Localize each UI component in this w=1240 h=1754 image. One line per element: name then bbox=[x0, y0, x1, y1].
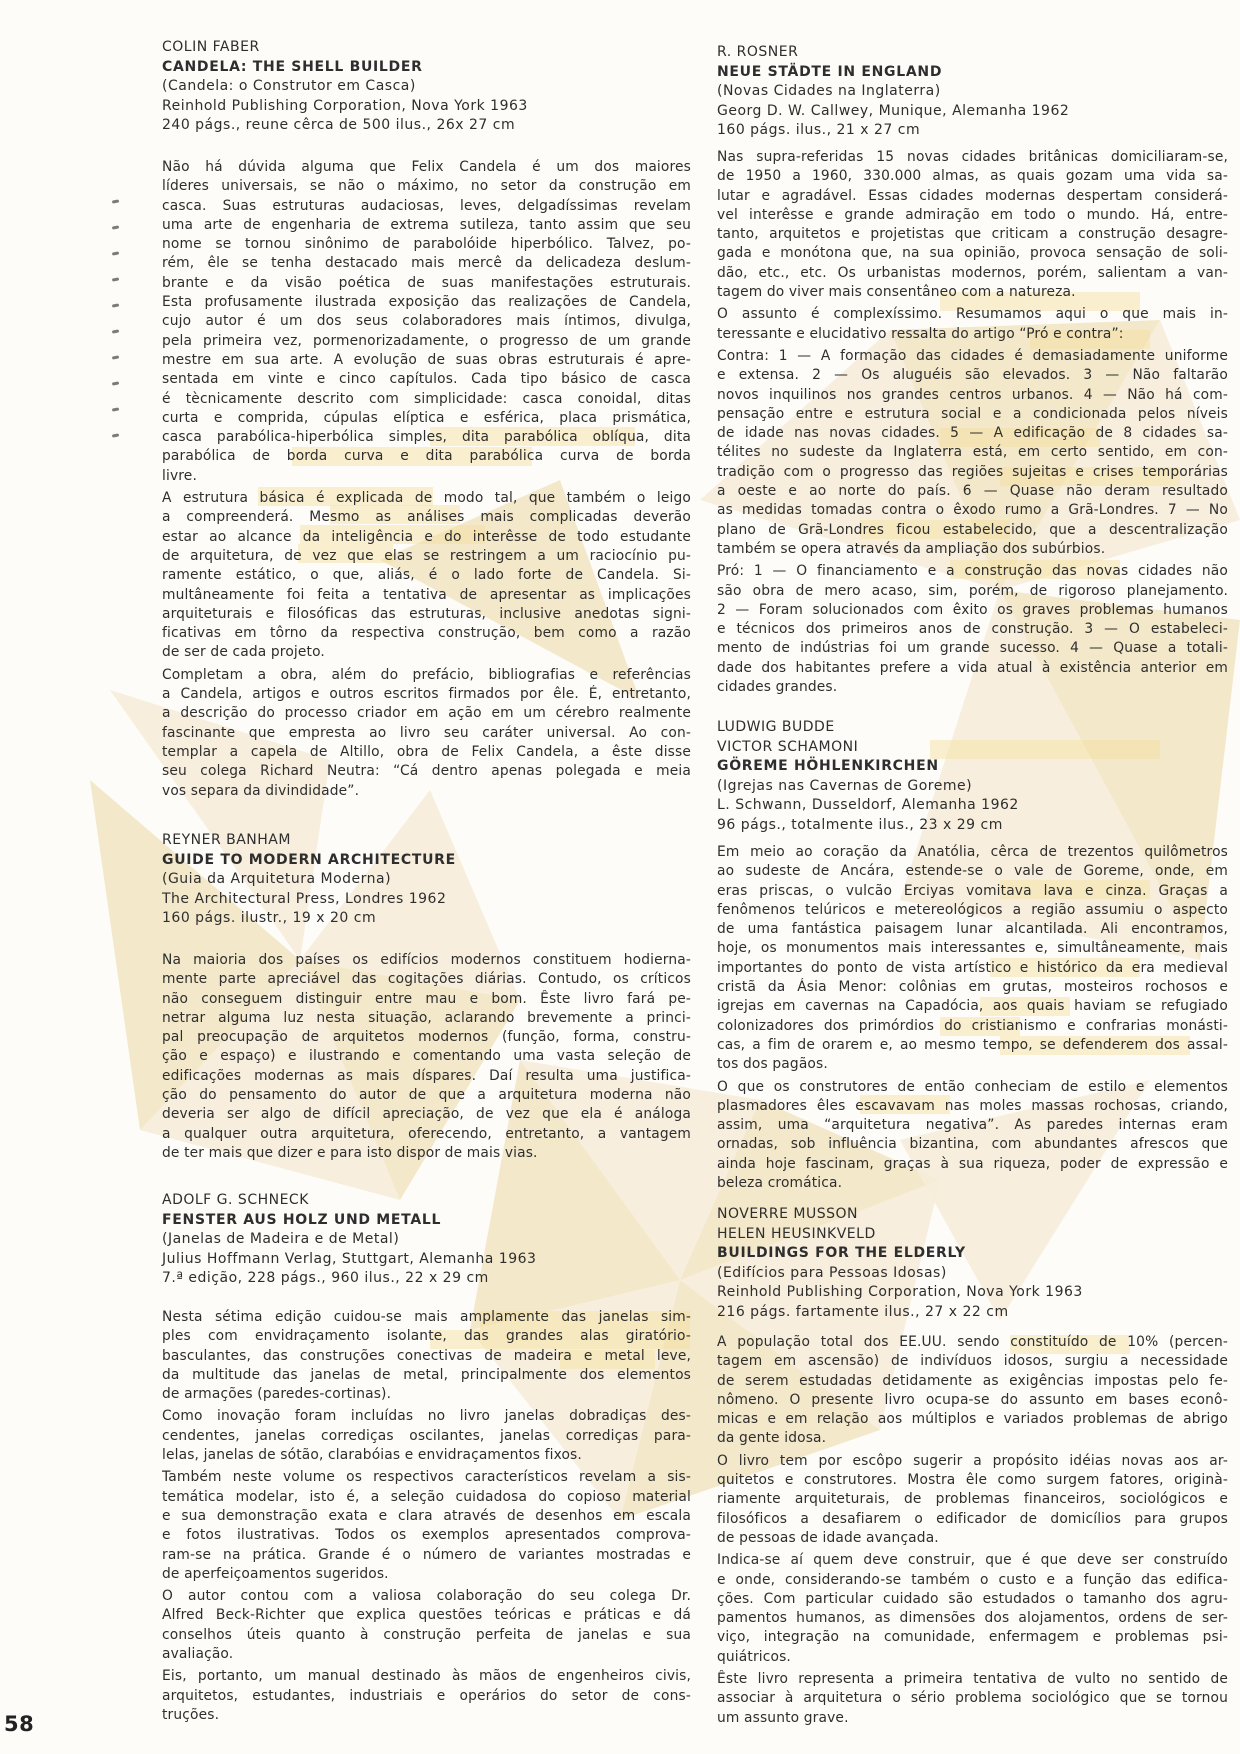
body-line: são obra de mero acaso, sim, porém, de rigoroso planejamento. bbox=[717, 582, 1228, 599]
body-line: mente parte apreciável das cogitações diárias. Contudo, os críticos bbox=[162, 971, 691, 988]
book-title-translation: (Novas Cidades na Inglaterra) bbox=[717, 83, 941, 100]
book-entry-heading bbox=[717, 718, 1228, 836]
paragraph bbox=[162, 1587, 691, 1664]
book-title: FENSTER AUS HOLZ UND METALL bbox=[162, 1211, 442, 1228]
author-name: HELEN HEUSINKVELD bbox=[717, 1225, 876, 1242]
body-line: ao sudeste de Ancára, estende-se o vale de Goreme, onde, em bbox=[717, 863, 1228, 880]
book-title-translation: (Guia da Arquitetura Moderna) bbox=[162, 871, 392, 888]
body-line: líderes universais, se não o máximo, no setor da construção em bbox=[162, 178, 691, 195]
body-line: O que os construtores de então conheciam de estilo e elementos bbox=[717, 1078, 1228, 1095]
body-line: cristã da Ásia Menor: colônias em grutas, mosteiros rochosos e bbox=[717, 979, 1228, 996]
body-line: da multitude das janelas de metal, principalmente dos elementos bbox=[162, 1366, 691, 1383]
paragraph bbox=[162, 158, 691, 486]
body-line: pensação entre e estrutura social e a condicionada pelos níveis bbox=[717, 405, 1228, 422]
body-line: A população total dos EE.UU. sendo constituído de 10% (percen- bbox=[717, 1334, 1228, 1350]
body-line: Pró: 1 — O financiamento e a construção das novas cidades não bbox=[717, 563, 1228, 580]
body-line: lutar e agradável. Essas cidades modernas despertam considerá- bbox=[717, 187, 1228, 204]
body-line: rém, êle se tenha destacado mais mercê da delicadeza deslum- bbox=[162, 255, 691, 272]
body-line: fenômenos telúricos e metereológicos a região assumiu o aspecto bbox=[717, 901, 1228, 918]
body-line: pal preocupação de arquitetos modernos (função, forma, constru- bbox=[162, 1029, 691, 1046]
body-line: ples com envidraçamento isolante, das grandes alas giratório- bbox=[162, 1328, 691, 1345]
body-line: Nesta sétima edição cuidou-se mais amplamente das janelas sim- bbox=[162, 1309, 691, 1325]
paragraph bbox=[717, 347, 1228, 559]
book-collation: 216 págs. fartamente ilus., 27 x 22 cm bbox=[717, 1303, 1009, 1320]
paragraph bbox=[717, 1078, 1228, 1194]
body-line: arquitetos, estudantes, industriais e operários do setor de cons- bbox=[162, 1687, 691, 1704]
paragraph bbox=[162, 1667, 691, 1725]
body-line: dão, etc., etc. Os urbanistas modernos, porém, salientam a van- bbox=[717, 264, 1228, 281]
body-line: seu colega Richard Neutra: “Cá dentro apenas polegada e meia bbox=[162, 763, 691, 780]
body-line: tagem em ascensão) de indivíduos idosos, surgiu a necessidade bbox=[717, 1353, 1228, 1370]
left-column bbox=[162, 0, 691, 1754]
book-collation: 160 págs. ilustr., 19 x 20 cm bbox=[162, 910, 377, 927]
body-line: tradição com o progresso das regiões sujeitas e crises temporárias bbox=[717, 463, 1228, 480]
body-line: curta e comprida, cúpulas elíptica e esférica, placa prismática, bbox=[162, 409, 691, 426]
body-line: Contra: 1 — A formação das cidades é demasiadamente uniforme bbox=[717, 347, 1228, 364]
body-line: plasmadores êles escavavam nas moles massas rochosas, criando, bbox=[717, 1097, 1228, 1114]
body-line: a descrição do processo criador em ação em um cérebro realmente bbox=[162, 705, 691, 722]
body-line: novos inquilinos nos grandes centros urbanos. 4 — Não há com- bbox=[717, 386, 1228, 403]
body-line: a Candela, artigos e outros escritos firmados por êle. É, entretanto, bbox=[162, 686, 691, 703]
book-imprint: L. Schwann, Dusseldorf, Alemanha 1962 bbox=[717, 797, 1019, 814]
body-line: Eis, portanto, um manual destinado às mãos de engenheiros civis, bbox=[162, 1668, 691, 1685]
book-title: CANDELA: THE SHELL BUILDER bbox=[162, 58, 423, 75]
author-name: NOVERRE MUSSON bbox=[717, 1206, 859, 1222]
body-line: pela primeira vez, pormenorizadamente, o progresso de um grande bbox=[162, 332, 691, 349]
body-line: Esta profusamente ilustrada exposição das realizações de Candela, bbox=[162, 294, 691, 311]
body-line: Indica-se aí quem deve construir, que é que deve ser construído bbox=[717, 1552, 1228, 1569]
book-title-translation: (Edifícios para Pessoas Idosas) bbox=[717, 1264, 947, 1281]
body-line: dade dos habitantes prefere a vida atual à existência anterior em bbox=[717, 659, 1228, 676]
paragraph bbox=[717, 1452, 1228, 1548]
body-line: hoje, os monumentos mais interessantes e, simultâneamente, mais bbox=[717, 940, 1228, 957]
body-line: a qualquer outra arquitetura, oferecendo, entretanto, a vantagem bbox=[162, 1125, 691, 1142]
body-line: tos dos pagãos. bbox=[717, 1056, 828, 1073]
book-title: BUILDINGS FOR THE ELDERLY bbox=[717, 1245, 966, 1262]
body-line: é tècnicamente descrito com simplicidade: casca conoidal, ditas bbox=[162, 390, 691, 407]
body-line: de pessoas de idade avançada. bbox=[717, 1529, 939, 1546]
body-line: ramente estático, o que, aliás, é o lado forte de Candela. Si- bbox=[162, 567, 691, 584]
body-line: as medidas tomadas contra o êxodo rumo a Grã-Londres. 7 — No bbox=[717, 502, 1228, 519]
page-number: 58 bbox=[4, 1712, 35, 1736]
body-line: de aperfeiçoamentos sugeridos. bbox=[162, 1565, 389, 1582]
body-line: vos separa da divindidade”. bbox=[162, 782, 360, 799]
body-line: teressante e elucidativo ressalta do artigo “Pró e contra”: bbox=[717, 325, 1124, 342]
book-entry-heading bbox=[717, 1205, 1228, 1323]
body-line: cas, a fim de orarem e, ao mesmo tempo, se defenderem dos assal- bbox=[717, 1036, 1228, 1053]
body-line: igrejas em cavernas na Capadócia, aos quais haviam se refugiado bbox=[717, 998, 1228, 1015]
body-line: gada e monótona que, na sua opinião, provoca sensação de soli- bbox=[717, 245, 1228, 262]
paragraph bbox=[162, 666, 691, 801]
body-line: avaliação. bbox=[162, 1646, 234, 1663]
body-line: Nas supra-referidas 15 novas cidades britânicas domiciliaram-se, bbox=[717, 149, 1228, 165]
body-line: mestre em sua arte. A evolução de suas obras estruturais é apre- bbox=[162, 351, 691, 368]
body-line: a compreenderá. Mesmo as análises mais complicadas deverão bbox=[162, 509, 691, 526]
body-line: pamentos humanos, as dimensões dos alojamentos, ordens de ser- bbox=[717, 1610, 1228, 1627]
body-line: e extensa. 2 — Os aluguéis são elevados. 3 — Não faltarão bbox=[717, 367, 1228, 384]
body-line: basculantes, das construções conectivas de madeira e metal leve, bbox=[162, 1347, 691, 1364]
book-title: GÖREME HÖHLENKIRCHEN bbox=[717, 758, 939, 775]
review-body bbox=[717, 1333, 1228, 1728]
body-line: O assunto é complexíssimo. Resumamos aqui o que mais in- bbox=[717, 306, 1228, 323]
paragraph bbox=[717, 843, 1228, 1075]
body-line: ornadas, sob influência bizantina, com abundantes afrescos que bbox=[717, 1136, 1228, 1153]
body-line: de idade nas novas cidades. 5 — A edificação de 8 cidades sa- bbox=[717, 425, 1228, 442]
body-line: Êste livro representa a primeira tentativa de vulto no sentido de bbox=[717, 1671, 1228, 1688]
body-line: truções. bbox=[162, 1706, 220, 1723]
body-line: Em meio ao coração da Anatólia, cêrca de trezentos quilômetros bbox=[717, 844, 1228, 860]
body-line: e técnicos dos primeiros anos de construção. 3 — O estabeleci- bbox=[717, 621, 1228, 638]
body-line: brante e da visão poética de suas manifestações estruturais. bbox=[162, 274, 691, 291]
body-line: Como inovação foram incluídas no livro janelas dobradiças des- bbox=[162, 1408, 691, 1425]
body-line: cidades grandes. bbox=[717, 679, 838, 696]
book-entry-heading bbox=[162, 38, 691, 136]
body-line: Também neste volume os respectivos característicos revelam a sis- bbox=[162, 1469, 691, 1486]
body-line: estar ao alcance da inteligência e do interêsse de todo estudante bbox=[162, 528, 691, 545]
body-line: tagem do viver mais consentâneo com a natureza. bbox=[717, 284, 1076, 301]
body-line: também se opera através da ampliação dos subúrbios. bbox=[717, 540, 1106, 557]
body-line: ram-se na prática. Grande é o número de variantes mostradas e bbox=[162, 1546, 691, 1563]
body-line: lelas, janelas de sótão, clarabóias e envidraçamentos fixos. bbox=[162, 1447, 582, 1464]
paragraph bbox=[717, 562, 1228, 697]
author-name: VICTOR SCHAMONI bbox=[717, 738, 859, 755]
body-line: multâneamente foi feita a tentativa de apresentar as implicações bbox=[162, 586, 691, 603]
book-imprint: The Architectural Press, Londres 1962 bbox=[162, 890, 447, 907]
book-collation: 240 págs., reune cêrca de 500 ilus., 26x 27 cm bbox=[162, 117, 516, 134]
body-line: nome se tornou sinônimo de parabolóide hiperbólico. Talvez, po- bbox=[162, 236, 691, 253]
right-column bbox=[717, 0, 1228, 1754]
body-line: não conseguem distinguir entre mau e bom. Êste livro fará pe- bbox=[162, 990, 691, 1007]
body-line: Completam a obra, além do prefácio, bibliografias e referências bbox=[162, 666, 691, 683]
body-line: viço, integração na comunidade, enfermagem e problemas psi- bbox=[717, 1629, 1228, 1646]
body-line: de arquitetura, de vez que elas se restringem a um raciocínio pu- bbox=[162, 547, 691, 564]
body-line: O livro tem por escôpo sugerir a propósito idéias novas aos ar- bbox=[717, 1452, 1228, 1469]
paragraph bbox=[162, 1468, 691, 1584]
paragraph bbox=[717, 1551, 1228, 1667]
book-collation: 160 págs. ilus., 21 x 27 cm bbox=[717, 122, 921, 139]
body-line: Não há dúvida alguma que Felix Candela é um dos maiores bbox=[162, 159, 691, 175]
body-line: plano de Grã-Londres ficou estabelecido, que a descentralização bbox=[717, 521, 1228, 538]
body-line: eras priscas, o vulcão Erciyas vomitava lava e cinza. Graças a bbox=[717, 882, 1228, 899]
body-line: ção do pensamento do autor de que a arquitetura moderna não bbox=[162, 1087, 691, 1104]
body-line: télites no sudeste da Inglaterra está, em certo sentido, em con- bbox=[717, 444, 1228, 461]
review-body bbox=[162, 158, 691, 801]
body-line: importantes do ponto de vista artístico e histórico da era medieval bbox=[717, 959, 1228, 976]
body-line: um assunto grave. bbox=[717, 1709, 849, 1726]
body-line: sentada em vinte e cinco capítulos. Cada tipo básico de casca bbox=[162, 371, 691, 388]
body-line: arquiteturais e filosóficas das estruturas, inclusive anedotas signi- bbox=[162, 605, 691, 622]
book-title-translation: (Igrejas nas Cavernas de Goreme) bbox=[717, 777, 973, 794]
paragraph bbox=[162, 951, 691, 1163]
body-line: de uma fantástica paisagem lunar alcantilada. Ali encontramos, bbox=[717, 921, 1228, 938]
paragraph bbox=[162, 1308, 691, 1404]
book-imprint: Julius Hoffmann Verlag, Stuttgart, Alemanha 1963 bbox=[162, 1250, 537, 1267]
body-line: fascinante que empresta ao livro seu caráter universal. Ao con- bbox=[162, 724, 691, 741]
book-title: NEUE STÄDTE IN ENGLAND bbox=[717, 63, 943, 80]
body-line: assim, uma “arquitetura negativa”. As paredes internas eram bbox=[717, 1117, 1228, 1134]
book-imprint: Reinhold Publishing Corporation, Nova York 1963 bbox=[162, 97, 528, 114]
body-line: e fotos ilustrativas. Todos os exemplos apresentados comprova- bbox=[162, 1527, 691, 1544]
body-line: beleza cromática. bbox=[717, 1175, 843, 1192]
paragraph bbox=[162, 489, 691, 663]
body-line: templar a capela de Altillo, obra de Felix Candela, a êste disse bbox=[162, 743, 691, 760]
author-name: REYNER BANHAM bbox=[162, 832, 291, 848]
body-line: colonizadores dos primórdios do cristianismo e confrarias monásti- bbox=[717, 1017, 1228, 1034]
body-line: casca parabólica-hiperbólica simples, dita parabólica oblíqua, dita bbox=[162, 429, 691, 446]
paragraph bbox=[717, 1333, 1228, 1449]
paragraph bbox=[717, 1670, 1228, 1728]
body-line: filosóficos a desafiarem o edificador de domicílios para grupos bbox=[717, 1510, 1228, 1527]
book-entry-heading bbox=[162, 1191, 691, 1289]
body-line: de 1950 a 1960, 330.000 almas, as quais gozam uma vida sa- bbox=[717, 168, 1228, 185]
body-line: riamente arquiteturais, de problemas financeiros, sociológicos e bbox=[717, 1491, 1228, 1508]
body-line: tanto, arquitetos e projetistas que criticam a construção desagre- bbox=[717, 226, 1228, 243]
body-line: da gente idosa. bbox=[717, 1430, 827, 1447]
body-line: micas e em relação aos múltiplos e variados problemas de abrigo bbox=[717, 1411, 1228, 1428]
review-body bbox=[162, 1308, 691, 1725]
body-line: casca. Suas estruturas audaciosas, leves, delgadíssimas revelam bbox=[162, 197, 691, 214]
body-line: uma arte de engenharia de extrema sutileza, tanto assim que seu bbox=[162, 216, 691, 233]
body-line: ainda hoje fascinam, graças à sua riqueza, poder de expressão e bbox=[717, 1155, 1228, 1172]
book-collation: 96 págs., totalmente ilus., 23 x 29 cm bbox=[717, 816, 1003, 833]
body-line: 2 — Foram solucionados com êxito os graves problemas humanos bbox=[717, 601, 1228, 618]
book-collation: 7.ª edição, 228 págs., 960 ilus., 22 x 29 cm bbox=[162, 1270, 489, 1287]
book-title-translation: (Janelas de Madeira e de Metal) bbox=[162, 1231, 400, 1248]
book-imprint: Reinhold Publishing Corporation, Nova York 1963 bbox=[717, 1284, 1083, 1301]
body-line: ção e espaço) e ilustrando e comentando uma vasta seleção de bbox=[162, 1048, 691, 1065]
body-line: edificações modernas as mais díspares. Daí resulta uma justifica- bbox=[162, 1067, 691, 1084]
book-title-translation: (Candela: o Construtor em Casca) bbox=[162, 78, 416, 95]
body-line: de ser de cada projeto. bbox=[162, 644, 325, 661]
body-line: de ter mais que dizer e para isto dispor de mais vias. bbox=[162, 1144, 538, 1161]
body-line: ficativas em tôrno da respectiva construção, bem como a razão bbox=[162, 625, 691, 642]
author-name: R. ROSNER bbox=[717, 44, 799, 60]
author-name: ADOLF G. SCHNECK bbox=[162, 1192, 309, 1208]
body-line: O autor contou com a valiosa colaboração do seu colega Dr. bbox=[162, 1588, 691, 1605]
body-line: de serem estudadas detidamente as exigências impostas pelo fe- bbox=[717, 1372, 1228, 1389]
body-line: temática modelar, isto é, a seleção cuidadosa do copioso material bbox=[162, 1488, 691, 1505]
author-name: COLIN FABER bbox=[162, 39, 260, 55]
book-title: GUIDE TO MODERN ARCHITECTURE bbox=[162, 851, 456, 868]
body-line: conselhos úteis quanto à construção perfeita de janelas e sua bbox=[162, 1626, 691, 1643]
body-line: nômeno. O presente livro ocupa-se do assunto em bases econô- bbox=[717, 1391, 1228, 1408]
paragraph bbox=[717, 148, 1228, 302]
body-line: e onde, considerando-se também o custo e a função das edifica- bbox=[717, 1571, 1228, 1588]
book-imprint: Georg D. W. Callwey, Munique, Alemanha 1962 bbox=[717, 102, 1070, 119]
body-line: livre. bbox=[162, 467, 197, 484]
body-line: A estrutura básica é explicada de modo tal, que também o leigo bbox=[162, 490, 691, 507]
author-name: LUDWIG BUDDE bbox=[717, 719, 835, 735]
body-line: ções. Com particular cuidado são estudados o tamanho dos agru- bbox=[717, 1590, 1228, 1607]
body-line: netrar alguma luz nesta situação, aclarando brevemente a princi- bbox=[162, 1009, 691, 1026]
body-line: quiátricos. bbox=[717, 1648, 791, 1665]
review-body bbox=[717, 148, 1228, 697]
paragraph bbox=[717, 305, 1228, 344]
body-line: e sua demonstração exata e clara através de desenhos em escala bbox=[162, 1507, 691, 1524]
body-line: mento de indústrias foi um grande sucesso. 4 — Quase a totali- bbox=[717, 640, 1228, 657]
body-line: parabólica de borda curva e dita parabólica curva de borda bbox=[162, 448, 691, 465]
review-body bbox=[717, 843, 1228, 1193]
body-line: Na maioria dos países os edifícios modernos constituem hodierna- bbox=[162, 952, 691, 968]
body-line: quitetos e construtores. Mostra êle como surgem fatores, originà- bbox=[717, 1472, 1228, 1489]
body-line: associar à arquitetura o sério problema sociológico que se tornou bbox=[717, 1690, 1228, 1707]
book-entry-heading bbox=[162, 831, 691, 929]
body-line: a oeste e ao norte do país. 6 — Quase não deram resultado bbox=[717, 483, 1228, 500]
paragraph bbox=[162, 1407, 691, 1465]
review-body bbox=[162, 951, 691, 1163]
body-line: vel interêsse e grande admiração em todo o mundo. Há, entre- bbox=[717, 206, 1228, 223]
body-line: cujo autor é um dos seus colaboradores mais íntimos, divulga, bbox=[162, 313, 691, 330]
body-line: de armações (paredes-cortinas). bbox=[162, 1386, 392, 1403]
body-line: Alfred Beck-Richter que explica questões teóricas e práticas e dá bbox=[162, 1607, 691, 1624]
body-line: cendentes, janelas corrediças oscilantes, janelas corrediças para- bbox=[162, 1427, 691, 1444]
book-entry-heading bbox=[717, 43, 1228, 141]
body-line: deveria ser algo de difícil apreciação, de vez que ela é análoga bbox=[162, 1106, 691, 1123]
